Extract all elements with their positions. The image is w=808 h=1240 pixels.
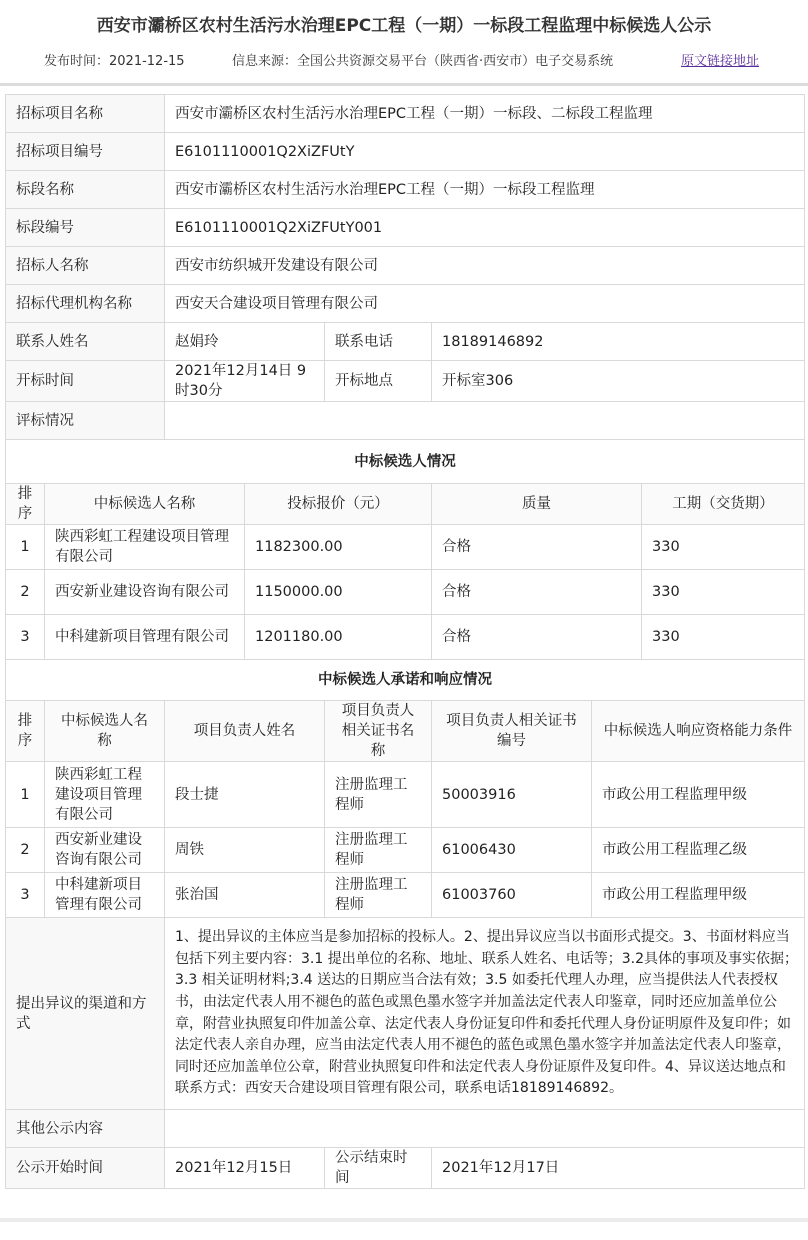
period-start-value: 2021年12月15日 xyxy=(165,1148,325,1189)
commitment-cert-name: 注册监理工程师 xyxy=(325,762,432,828)
candidates-header-row xyxy=(6,484,805,525)
period-end-value: 2021年12月17日 xyxy=(432,1148,805,1189)
candidate-period: 330 xyxy=(642,570,805,615)
commitment-qualification: 市政公用工程监理乙级 xyxy=(592,828,805,873)
commitment-leader: 段士捷 xyxy=(165,762,325,828)
row-period xyxy=(6,1148,805,1189)
bottom-divider xyxy=(0,1218,808,1222)
candidate-price: 1150000.00 xyxy=(245,570,432,615)
section-no-value: E6101110001Q2XiZFUtY001 xyxy=(165,209,805,247)
candidate-quality: 合格 xyxy=(432,525,642,570)
candidate-quality: 合格 xyxy=(432,570,642,615)
candidates-header-period: 工期（交货期） xyxy=(642,484,805,525)
row-other xyxy=(6,1110,805,1148)
publish-date-value: 2021-12-15 xyxy=(109,54,185,69)
tenderer-label: 招标人名称 xyxy=(6,247,165,285)
commitment-cert-no: 50003916 xyxy=(432,762,592,828)
candidate-rank: 1 xyxy=(6,525,45,570)
objection-label: 提出异议的渠道和方式 xyxy=(6,918,165,1110)
candidate-period: 330 xyxy=(642,615,805,660)
candidates-header-rank: 排序 xyxy=(6,484,45,525)
candidate-price: 1201180.00 xyxy=(245,615,432,660)
row-tenderer xyxy=(6,247,805,285)
other-value xyxy=(165,1110,805,1148)
open-place-value: 开标室306 xyxy=(432,361,805,402)
commitment-cert-name: 注册监理工程师 xyxy=(325,828,432,873)
open-place-label: 开标地点 xyxy=(325,361,432,402)
commitment-leader: 周铁 xyxy=(165,828,325,873)
commitment-header-name: 中标候选人名称 xyxy=(45,701,165,762)
row-section-name xyxy=(6,171,805,209)
candidates-section-row xyxy=(6,440,805,484)
row-objection xyxy=(6,918,805,1110)
candidates-header-quality: 质量 xyxy=(432,484,642,525)
row-agency xyxy=(6,285,805,323)
publish-date xyxy=(44,52,185,72)
other-label: 其他公示内容 xyxy=(6,1110,165,1148)
candidate-rank: 3 xyxy=(6,615,45,660)
project-no-value: E6101110001Q2XiZFUtY xyxy=(165,133,805,171)
candidate-quality: 合格 xyxy=(432,615,642,660)
commitment-section-title: 中标候选人承诺和响应情况 xyxy=(6,660,805,701)
commitment-header-cert-no: 项目负责人相关证书编号 xyxy=(432,701,592,762)
page-title: 西安市灞桥区农村生活污水治理EPC工程（一期）一标段工程监理中标候选人公示 xyxy=(96,16,712,36)
commitment-leader: 张治国 xyxy=(165,873,325,918)
table-row xyxy=(6,828,805,873)
period-end-label: 公示结束时间 xyxy=(325,1148,432,1189)
commitment-name: 西安新业建设咨询有限公司 xyxy=(45,828,165,873)
open-time-value: 2021年12月14日 9时30分 xyxy=(165,361,325,402)
phone-label: 联系电话 xyxy=(325,323,432,361)
source-label: 信息来源： xyxy=(232,54,298,69)
row-evaluation xyxy=(6,402,805,440)
header-divider xyxy=(0,83,808,86)
commitment-rank: 3 xyxy=(6,873,45,918)
contact-value: 赵娟玲 xyxy=(165,323,325,361)
agency-label: 招标代理机构名称 xyxy=(6,285,165,323)
original-link[interactable]: 原文链接地址 xyxy=(681,54,760,69)
table-row xyxy=(6,570,805,615)
open-time-label: 开标时间 xyxy=(6,361,165,402)
table-row xyxy=(6,762,805,828)
table-row xyxy=(6,525,805,570)
section-no-label: 标段编号 xyxy=(6,209,165,247)
commitment-section-row xyxy=(6,660,805,701)
source-value: 全国公共资源交易平台（陕西省·西安市）电子交易系统 xyxy=(297,54,614,69)
tenderer-value: 西安市纺织城开发建设有限公司 xyxy=(165,247,805,285)
commitment-name: 中科建新项目管理有限公司 xyxy=(45,873,165,918)
section-name-label: 标段名称 xyxy=(6,171,165,209)
commitment-cert-no: 61006430 xyxy=(432,828,592,873)
candidates-header-price: 投标报价（元） xyxy=(245,484,432,525)
period-start-label: 公示开始时间 xyxy=(6,1148,165,1189)
commitment-cert-no: 61003760 xyxy=(432,873,592,918)
notice-table xyxy=(5,94,805,1189)
candidate-rank: 2 xyxy=(6,570,45,615)
project-name-value: 西安市灞桥区农村生活污水治理EPC工程（一期）一标段、二标段工程监理 xyxy=(165,95,805,133)
table-row xyxy=(6,873,805,918)
phone-value: 18189146892 xyxy=(432,323,805,361)
commitment-header-leader: 项目负责人姓名 xyxy=(165,701,325,762)
table-row xyxy=(6,615,805,660)
candidates-section-title: 中标候选人情况 xyxy=(6,440,805,484)
commitment-name: 陕西彩虹工程建设项目管理有限公司 xyxy=(45,762,165,828)
row-project-no xyxy=(6,133,805,171)
objection-text: 1、提出异议的主体应当是参加招标的投标人。2、提出异议应当以书面形式提交。3、书面材料应当包括下列主要内容：3.1 提出单位的名称、地址、联系人姓名、电话等；3.2具体的事项及事实依据；3.3 相关证明材料;3.4 送达的日期应当合法有效；3.5 如委托代理人办理，应当提供法人代表授权书，由法定代表人用不褪色的蓝色或黑色墨水签字并加盖法定代表人印鉴章，同时还应加盖单位公章，附营业执照复印件加盖公章、法定代表人身份证复印件和委托代理人身份证明原件及复印件；如法定代表人亲自办理，应当由法定代表人用不褪色的蓝色或黑色墨水签字并加盖法定代表人印鉴章，同时还应加盖单位公章，附营业执照复印件和法定代表人身份证原件及复印件。4、异议送达地点和联系方式：西安天合建设项目管理有限公司，联系电话18189146892。 xyxy=(165,918,805,1110)
candidate-name: 陕西彩虹工程建设项目管理有限公司 xyxy=(45,525,245,570)
evaluation-label: 评标情况 xyxy=(6,402,165,440)
project-no-label: 招标项目编号 xyxy=(6,133,165,171)
candidates-header-name: 中标候选人名称 xyxy=(45,484,245,525)
project-name-label: 招标项目名称 xyxy=(6,95,165,133)
commitment-qualification: 市政公用工程监理甲级 xyxy=(592,762,805,828)
contact-label: 联系人姓名 xyxy=(6,323,165,361)
row-project-name xyxy=(6,95,805,133)
commitment-header-cert-name: 项目负责人相关证书名称 xyxy=(325,701,432,762)
commitment-header-rank: 排序 xyxy=(6,701,45,762)
agency-value: 西安天合建设项目管理有限公司 xyxy=(165,285,805,323)
candidate-price: 1182300.00 xyxy=(245,525,432,570)
candidate-name: 中科建新项目管理有限公司 xyxy=(45,615,245,660)
row-contact xyxy=(6,323,805,361)
commitment-header-qualification: 中标候选人响应资格能力条件 xyxy=(592,701,805,762)
section-name-value: 西安市灞桥区农村生活污水治理EPC工程（一期）一标段工程监理 xyxy=(165,171,805,209)
publish-label: 发布时间： xyxy=(44,54,110,69)
commitment-rank: 2 xyxy=(6,828,45,873)
row-section-no xyxy=(6,209,805,247)
evaluation-value xyxy=(165,402,805,440)
candidate-period: 330 xyxy=(642,525,805,570)
info-source xyxy=(232,52,613,72)
commitment-qualification: 市政公用工程监理甲级 xyxy=(592,873,805,918)
commitment-cert-name: 注册监理工程师 xyxy=(325,873,432,918)
commitment-header-row xyxy=(6,701,805,762)
commitment-rank: 1 xyxy=(6,762,45,828)
row-open-time xyxy=(6,361,805,402)
candidate-name: 西安新业建设咨询有限公司 xyxy=(45,570,245,615)
